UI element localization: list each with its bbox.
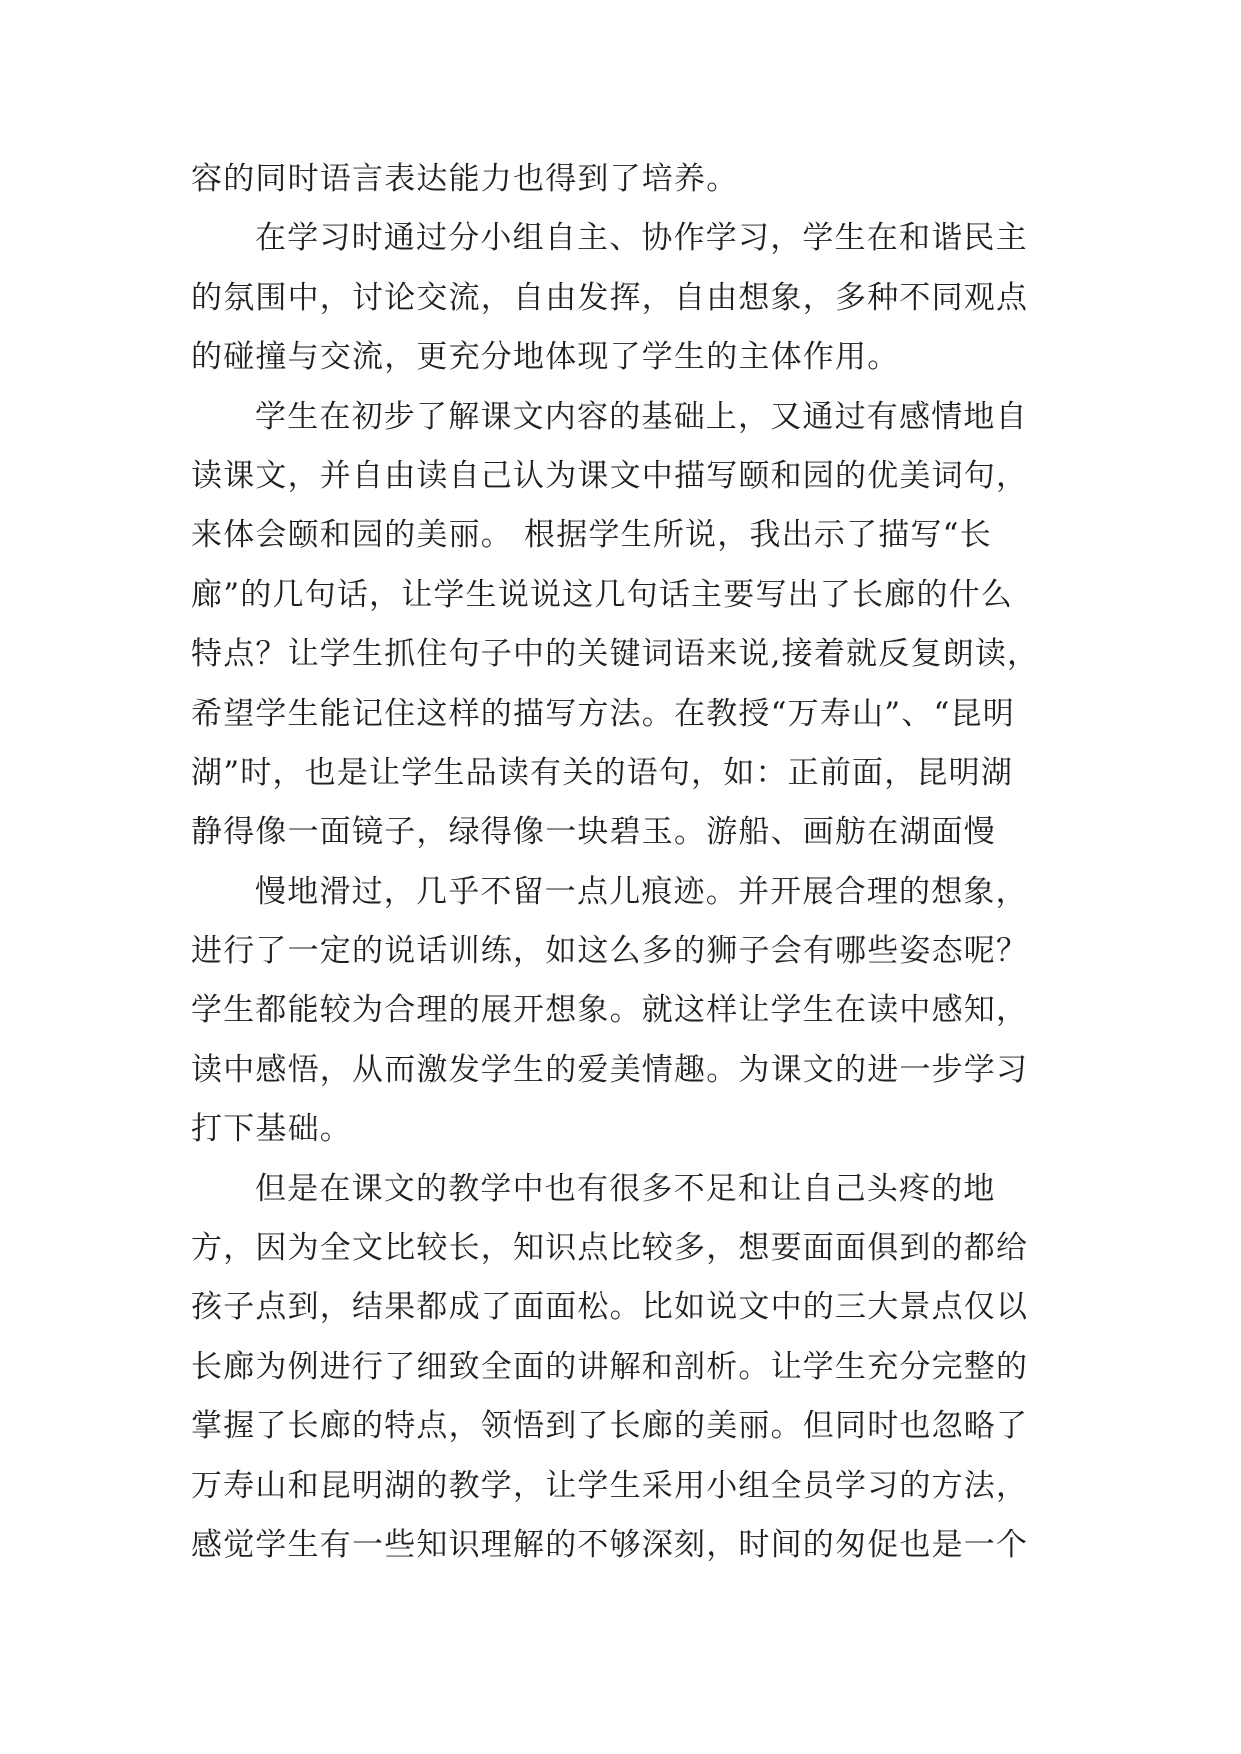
text-line: 廊”的几句话，让学生说说这几句话主要写出了长廊的什么 — [191, 576, 1014, 613]
text-line: 读中感悟，从而激发学生的爱美情趣。为课文的进一步学习 — [191, 1051, 1029, 1088]
text-line: 学生都能较为合理的展开想象。就这样让学生在读中感知， — [191, 992, 1029, 1029]
paragraph-first-line: 慢地滑过，几乎不留一点儿痕迹。并开展合理的想象， — [255, 873, 1028, 910]
text-line: 来体会颐和园的美丽。 根据学生所说，我出示了描写“长 — [191, 517, 992, 554]
text-line: 掌握了长廊的特点，领悟到了长廊的美丽。但同时也忽略了 — [191, 1408, 1029, 1445]
text-line: 打下基础。 — [191, 1111, 352, 1148]
text-line: 的碰撞与交流，更充分地体现了学生的主体作用。 — [191, 339, 900, 376]
text-line: 容的同时语言表达能力也得到了培养。 — [191, 161, 739, 197]
text-line: 感觉学生有一些知识理解的不够深刻，时间的匆促也是一个 — [191, 1526, 1029, 1563]
text-line: 静得像一面镜子，绿得像一块碧玉。游船、画舫在湖面慢 — [191, 814, 996, 851]
paragraph-first-line: 但是在课文的教学中也有很多不足和让自己头疼的地 — [255, 1170, 996, 1207]
text-line: 特点？让学生抓住句子中的关键词语来说,接着就反复朗读， — [191, 636, 1040, 673]
paragraph-first-line: 在学习时通过分小组自主、协作学习，学生在和谐民主 — [255, 220, 1028, 257]
text-line: 希望学生能记住这样的描写方法。在教授“万寿山”、“昆明 — [191, 695, 1015, 732]
text-line: 的氛围中，讨论交流，自由发挥，自由想象，多种不同观点 — [191, 279, 1029, 316]
text-line: 进行了一定的说话训练，如这么多的狮子会有哪些姿态呢？ — [191, 933, 1029, 970]
text-line: 长廊为例进行了细致全面的讲解和剖析。让学生充分完整的 — [191, 1348, 1029, 1385]
paragraph-first-line: 学生在初步了解课文内容的基础上，又通过有感情地自 — [255, 398, 1028, 435]
text-line: 孩子点到，结果都成了面面松。比如说文中的三大景点仅以 — [191, 1289, 1029, 1326]
body-text — [191, 150, 1051, 1575]
text-line: 方，因为全文比较长，知识点比较多，想要面面俱到的都给 — [191, 1230, 1029, 1267]
text-line: 湖”时，也是让学生品读有关的语句，如：正前面，昆明湖 — [191, 754, 1014, 791]
text-line: 万寿山和昆明湖的教学，让学生采用小组全员学习的方法， — [191, 1467, 1029, 1504]
text-line: 读课文，并自由读自己认为课文中描写颐和园的优美词句， — [191, 457, 1029, 494]
